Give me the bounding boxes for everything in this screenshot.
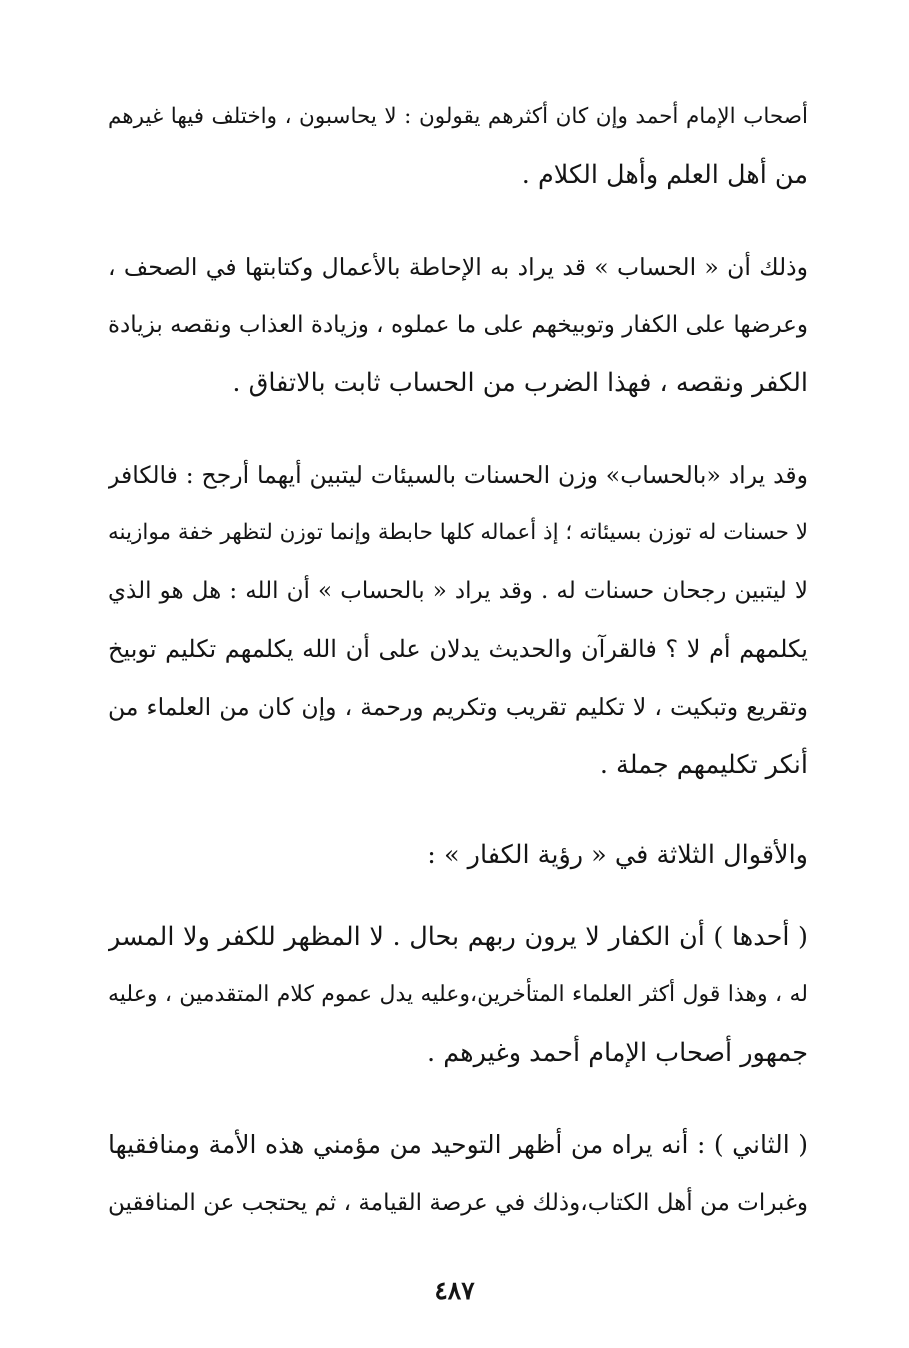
paragraph-5 — [108, 908, 808, 1082]
text-line: من أهل العلم وأهل الكلام . — [521, 160, 808, 190]
text-line: أصحاب الإمام أحمد وإن كان أكثرهم يقولون : لا يحاسبون ، واختلف فيها غيرهم — [108, 104, 808, 129]
paragraph-1 — [108, 88, 808, 204]
paragraph-6 — [108, 1116, 808, 1232]
text-line: وقد يراد «بالحساب» وزن الحسنات بالسيئات ليتبين أيهما أرجح : فالكافر — [108, 461, 808, 489]
paragraph-4 — [108, 826, 808, 884]
text-line: ( الثاني ) : أنه يراه من أظهر التوحيد من مؤمني هذه الأمة ومنافقيها — [108, 1130, 808, 1159]
text-line: لا حسنات له توزن بسيئاته ؛ إذ أعماله كلها حابطة وإنما توزن لتظهر خفة موازينه — [108, 520, 808, 545]
text-line: الكفر ونقصه ، فهذا الضرب من الحساب ثابت بالاتفاق . — [232, 368, 808, 398]
text-line: جمهور أصحاب الإمام أحمد وغيرهم . — [426, 1038, 808, 1068]
text-line: أنكر تكليمهم جملة . — [599, 750, 808, 780]
page-number: ٤٨٧ — [434, 1276, 475, 1305]
paragraph-2 — [108, 238, 808, 412]
text-line: وعرضها على الكفار وتوبيخهم على ما عملوه ، وزيادة العذاب ونقصه بزيادة — [108, 312, 808, 338]
paragraph-3 — [108, 446, 808, 794]
text-line: ( أحدها ) أن الكفار لا يرون ربهم بحال . لا المظهر للكفر ولا المسر — [108, 922, 808, 952]
text-line: وغبرات من أهل الكتاب،وذلك في عرصة القيامة ، ثم يحتجب عن المنافقين — [108, 1190, 808, 1216]
text-line: لا ليتبين رجحان حسنات له . وقد يراد « بالحساب » أن الله : هل هو الذي — [108, 578, 808, 604]
text-line: وذلك أن « الحساب » قد يراد به الإحاطة بالأعمال وكتابتها في الصحف ، — [108, 253, 808, 281]
text-line: والأقوال الثلاثة في « رؤية الكفار » : — [427, 840, 808, 870]
text-line: يكلمهم أم لا ؟ فالقرآن والحديث يدلان على أن الله يكلمهم تكليم توبيخ — [108, 635, 808, 663]
text-line: له ، وهذا قول أكثر العلماء المتأخرين،وعليه يدل عموم كلام المتقدمين ، وعليه — [108, 982, 808, 1007]
text-line: وتقريع وتبكيت ، لا تكليم تقريب وتكريم ورحمة ، وإن كان من العلماء من — [108, 693, 808, 721]
